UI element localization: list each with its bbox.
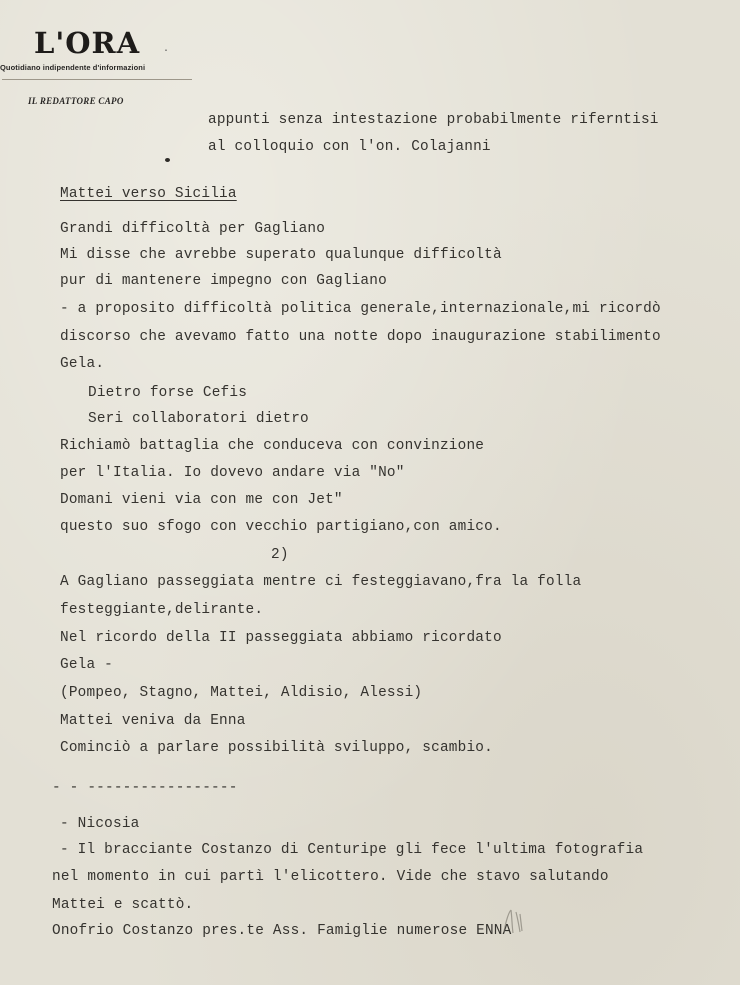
editor-caption: IL REDATTORE CAPO: [28, 96, 124, 106]
body-line: Onofrio Costanzo pres.te Ass. Famiglie numerose ENNA: [52, 923, 512, 939]
body-line: festeggiante,delirante.: [60, 602, 264, 618]
body-line: - a proposito difficoltà politica generale,internazionale,mi ricordò: [60, 301, 661, 317]
separator-line: - - -----------------: [52, 780, 238, 796]
body-line: Mi disse che avrebbe superato qualunque difficoltà: [60, 247, 502, 263]
masthead-mark: ·: [163, 46, 170, 57]
letterhead-rule: [2, 79, 192, 80]
body-line: (Pompeo, Stagno, Mattei, Aldisio, Alessi): [60, 685, 423, 701]
body-line: questo suo sfogo con vecchio partigiano,con amico.: [60, 519, 502, 535]
body-line: nel momento in cui partì l'elicottero. Vide che stavo salutando: [52, 869, 609, 885]
body-line: discorso che avevamo fatto una notte dopo inaugurazione stabilimento: [60, 329, 661, 345]
body-line: - Nicosia: [60, 816, 140, 832]
header-note-line-1: appunti senza intestazione probabilmente riferntisi: [208, 112, 659, 128]
page-section-number: 2): [271, 547, 289, 563]
handwritten-mark-icon: [500, 906, 530, 936]
body-line: Gela -: [60, 657, 114, 673]
body-line: per l'Italia. Io dovevo andare via "No": [60, 465, 405, 481]
body-line: Nel ricordo della II passeggiata abbiamo ricordato: [60, 630, 502, 646]
body-line: A Gagliano passeggiata mentre ci festeggiavano,fra la folla: [60, 574, 582, 590]
body-line: - Il bracciante Costanzo di Centuripe gli fece l'ultima fotografia: [60, 842, 644, 858]
body-line: Grandi difficoltà per Gagliano: [60, 221, 326, 237]
body-line: Seri collaboratori dietro: [88, 411, 309, 427]
letterhead-subtitle: Quotidiano indipendente d'informazioni: [0, 63, 146, 72]
body-line: Gela.: [60, 356, 105, 372]
body-line: Cominciò a parlare possibilità sviluppo, scambio.: [60, 740, 493, 756]
body-line: Dietro forse Cefis: [88, 385, 248, 401]
body-line: pur di mantenere impegno con Gagliano: [60, 273, 387, 289]
body-line: Domani vieni via con me con Jet": [60, 492, 343, 508]
header-note-line-2: al colloquio con l'on. Colajanni: [208, 139, 491, 155]
masthead-logo: L'ORA: [34, 26, 141, 60]
bullet-mark: [165, 158, 170, 162]
body-line: Mattei e scattò.: [52, 897, 194, 913]
section-title: Mattei verso Sicilia: [60, 186, 237, 202]
body-line: Mattei veniva da Enna: [60, 713, 246, 729]
body-line: Richiamò battaglia che conduceva con convinzione: [60, 438, 485, 454]
